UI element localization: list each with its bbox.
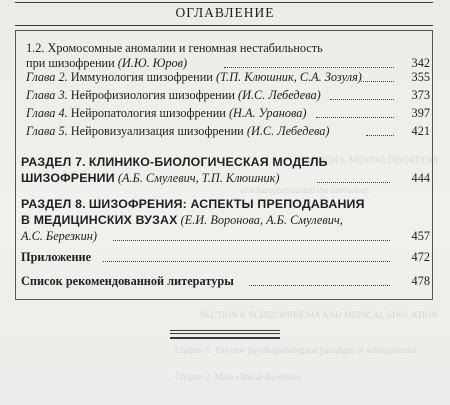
chapter-authors: (Т.П. Клюшник, С.А. Зозуля) (215, 70, 362, 84)
section-title-cont: ШИЗОФРЕНИИ (21, 171, 115, 185)
header-rule (15, 25, 433, 26)
toc-entry[interactable] (26, 70, 430, 86)
section-number: РАЗДЕЛ 7. (21, 155, 86, 169)
entry-number: 1.2. (26, 41, 45, 55)
show-through-text: SECTION 6. MENTAL DISORDERS (300, 155, 438, 165)
section-authors: (А.Б. Смулевич, Т.П. Клюшник) (117, 171, 280, 185)
leader-dots (316, 117, 394, 118)
entry-title: Хромосомные аномалии и геномная нестабильность (47, 41, 323, 55)
show-through-text: Chapter 2. Main clinical directions (175, 372, 301, 382)
page-number: 444 (411, 171, 430, 185)
chapter-number: Глава 2. (26, 70, 68, 84)
chapter-number: Глава 5. (26, 124, 68, 138)
page-number: 472 (411, 250, 430, 264)
toc-section[interactable] (21, 197, 430, 245)
leader-dots (317, 182, 390, 183)
chapter-title: Нейропатология шизофрении (70, 106, 226, 120)
top-rule (15, 2, 433, 3)
chapter-title: Нейрофизиология шизофрении (70, 88, 235, 102)
section-title-cont: В МЕДИЦИНСКИХ ВУЗАХ (21, 213, 178, 227)
section-authors-cont: А.С. Березкин) (21, 229, 97, 243)
section-authors: (Е.И. Воронова, А.Б. Смулевич, (180, 213, 343, 227)
show-through-text: Chapter 1. The new psychopathological paradigm of schizophrenia (175, 345, 417, 355)
chapter-title: Нейровизуализация шизофрении (70, 124, 244, 138)
leader-dots (103, 261, 390, 262)
page-number: 397 (411, 106, 430, 120)
page-number: 478 (411, 274, 430, 288)
show-through-text: SECTION 8. SCHIZOPHRENIA AND MEDICAL EDUCATION (200, 310, 439, 320)
entry-authors: (И.Ю. Юров) (117, 56, 188, 70)
chapter-authors: (Н.А. Уранова) (228, 106, 307, 120)
section-title: КЛИНИКО-БИОЛОГИЧЕСКАЯ МОДЕЛЬ (88, 155, 328, 169)
section-title: ШИЗОФРЕНИЯ: АСПЕКТЫ ПРЕПОДАВАНИЯ (88, 197, 365, 211)
show-through-text: of schizophrenia and the interaction (240, 185, 369, 195)
chapter-title: Иммунология шизофрении (70, 70, 213, 84)
chapter-number: Глава 4. (26, 106, 68, 120)
toc-references[interactable] (21, 274, 430, 290)
page-number: 421 (411, 124, 430, 138)
page-number: 373 (411, 88, 430, 102)
chapter-authors: (И.С. Лебедева) (246, 124, 330, 138)
page-number: 342 (411, 56, 430, 70)
section-number: РАЗДЕЛ 8. (21, 197, 86, 211)
toc-appendix[interactable] (21, 250, 430, 266)
end-ornament (170, 330, 280, 341)
leader-dots (359, 81, 394, 82)
toc-entry[interactable] (26, 124, 430, 140)
toc-entry[interactable] (26, 106, 430, 122)
appendix-title: Приложение (21, 250, 92, 264)
leader-dots (249, 285, 390, 286)
toc-section[interactable] (21, 155, 430, 187)
page-number: 457 (411, 229, 430, 243)
leader-dots (224, 67, 394, 68)
leader-dots (366, 135, 394, 136)
leader-dots (330, 99, 394, 100)
references-title: Список рекомендованной литературы (21, 274, 234, 288)
page-header: ОГЛАВЛЕНИЕ (175, 5, 275, 20)
chapter-authors: (И.С. Лебедева) (238, 88, 321, 102)
entry-title-cont: при шизофрении (26, 56, 115, 70)
toc-entry[interactable] (26, 88, 430, 104)
page-number: 355 (411, 70, 430, 84)
toc-entry[interactable] (26, 41, 430, 73)
chapter-number: Глава 3. (26, 88, 68, 102)
leader-dots (113, 240, 390, 241)
